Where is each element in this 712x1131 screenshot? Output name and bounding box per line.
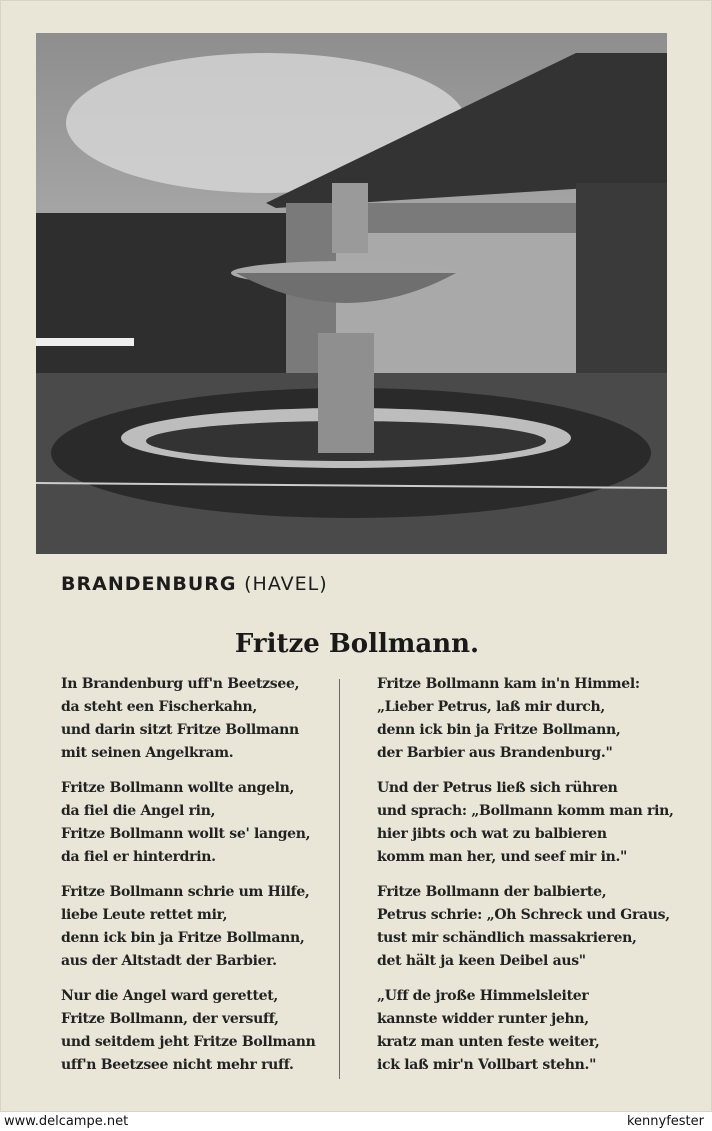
stanza: [61, 777, 316, 869]
stanza: [61, 985, 316, 1077]
verse-line: aus der Altstadt der Barbier.: [61, 953, 277, 969]
verse-line: Fritze Bollmann wollt se' langen,: [61, 826, 311, 842]
verse-line: Und der Petrus ließ sich rühren: [377, 780, 618, 796]
verse-line: mit seinen Angelkram.: [61, 745, 234, 761]
city-name: BRANDENBURG: [61, 573, 237, 595]
poem-column-left: [61, 673, 316, 1089]
verse-line: Fritze Bollmann schrie um Hilfe,: [61, 884, 310, 900]
stanza: [377, 881, 674, 973]
verse-line: Fritze Bollmann wollte angeln,: [61, 780, 295, 796]
stanza: [377, 673, 674, 765]
poem-title: Fritze Bollmann.: [234, 629, 480, 659]
verse-line: „Lieber Petrus, laß mir durch,: [377, 699, 605, 715]
site-watermark: www.delcampe.net: [4, 1114, 129, 1129]
fountain-photo: [36, 33, 667, 554]
verse-line: uff'n Beetzsee nicht mehr ruff.: [61, 1057, 294, 1073]
verse-line: Fritze Bollmann, der versuff,: [61, 1011, 279, 1027]
verse-line: da fiel die Angel rin,: [61, 803, 216, 819]
verse-line: In Brandenburg uff'n Beetzsee,: [61, 676, 300, 692]
stanza: [377, 777, 674, 869]
verse-line: der Barbier aus Brandenburg.": [377, 745, 613, 761]
verse-line: det hält ja keen Deibel aus": [377, 953, 586, 969]
verse-line: kratz man unten feste weiter,: [377, 1034, 600, 1050]
stanza: [61, 673, 316, 765]
verse-line: Petrus schrie: „Oh Schreck und Graus,: [377, 907, 670, 923]
verse-line: da fiel er hinterdrin.: [61, 849, 216, 865]
verse-line: Nur die Angel ward gerettet,: [61, 988, 278, 1004]
verse-line: Fritze Bollmann der balbierte,: [377, 884, 607, 900]
verse-line: und seitdem jeht Fritze Bollmann: [61, 1034, 316, 1050]
verse-line: kannste widder runter jehn,: [377, 1011, 589, 1027]
verse-line: Fritze Bollmann kam in'n Himmel:: [377, 676, 640, 692]
stanza: [377, 985, 674, 1077]
verse-line: „Uff de jroße Himmelsleiter: [377, 988, 589, 1004]
location-heading: [61, 573, 328, 595]
verse-line: denn ick bin ja Fritze Bollmann,: [377, 722, 621, 738]
seller-name: kennyfester: [626, 1114, 704, 1129]
verse-line: und sprach: „Bollmann komm man rin,: [377, 803, 674, 819]
verse-line: ick laß mir'n Vollbart stehn.": [377, 1057, 597, 1073]
verse-line: und darin sitzt Fritze Bollmann: [61, 722, 299, 738]
verse-line: hier jibts och wat zu balbieren: [377, 826, 607, 842]
river-name: (HAVEL): [244, 573, 328, 595]
watermark-footer: [0, 1113, 712, 1131]
verse-line: komm man her, und seef mir in.": [377, 849, 628, 865]
verse-line: da steht een Fischerkahn,: [61, 699, 258, 715]
verse-line: tust mir schändlich massakrieren,: [377, 930, 637, 946]
column-divider: [339, 679, 340, 1079]
stanza: [61, 881, 316, 973]
verse-line: liebe Leute rettet mir,: [61, 907, 228, 923]
verse-line: denn ick bin ja Fritze Bollmann,: [61, 930, 305, 946]
poem-column-right: [377, 673, 674, 1089]
